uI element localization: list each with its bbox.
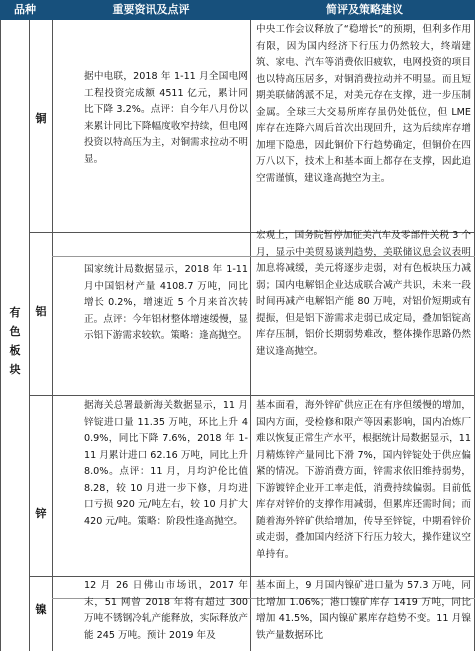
metal-name-copper: 铜 bbox=[35, 112, 47, 125]
news-nickel: 12 月 26 日佛山市场讯，2017 年末，51 网曾 2018 年将有超过 300 万吨不锈钢冷轧产能释放，实际释放产能 245 万吨。预计 2019 年及 bbox=[84, 580, 248, 641]
comment-zinc: 基本面看，海外锌矿供应正在有序但缓慢的增加，国内方面，受检修和限产等因素影响，国内冶炼厂难以恢复正常生产水平，根据统计局数据显示，11 月精炼锌产量同比下滑 7%，国内锌锭处于供应偏紧的情况。下游消费方面，锌需求依旧维持弱势，下游镀锌企业开工率走低，消费持续偏弱。目前低库存对锌价的支撑作用减弱，但累库还需时间；而随着海外锌矿供给增加，传导至锌锭，中期看锌价或走弱，叠加国内经济下行压力较大，操作建议空单持有。 bbox=[256, 400, 471, 560]
metal-name-aluminum: 铝 bbox=[35, 305, 47, 318]
header-comment: 简评及策略建议 bbox=[326, 3, 403, 16]
column-divider bbox=[250, 20, 251, 651]
metal-name-zinc: 锌 bbox=[35, 507, 47, 520]
row-divider bbox=[29, 395, 475, 396]
header-news: 重要资讯及点评 bbox=[112, 3, 190, 16]
header-category: 品种 bbox=[14, 3, 36, 16]
category-label: 有色板块 bbox=[9, 306, 21, 376]
comment-aluminum: 宏观上，国务院暂停加征美汽车及零部件关税 3 个月，显示中美贸易谈判趋势，美联储议息会议表明加息将减缓，美元将逐步走弱，对有色板块压力减弱；国内电解铝企业达成联合减产共识，未来一段时间再减产电解铝产能 80 万吨，对铝价短期或有提振，但是铝下游需求走弱已成定局，叠加铝锭高库存压制，铝价长期弱势难改，整体操作思路仍然建议逢高抛空。 bbox=[256, 230, 471, 357]
metal-name-nickel: 镍 bbox=[35, 603, 47, 616]
column-divider bbox=[52, 20, 53, 651]
comment-nickel: 基本面上，9 月国内镍矿进口量为 57.3 万吨，同比增加 1.06%；港口镍矿库存 1419 万吨，同比增加 41.5%，国内镍矿累库存趋势不变。11 月镍铁产量数据环比 bbox=[256, 580, 471, 641]
category-cell bbox=[0, 20, 28, 651]
row-divider bbox=[29, 576, 475, 577]
comment-copper: 中央工作会议释放了“稳增长”的预期，但利多作用有限，因为国内经济下行压力仍然较大，终端建筑、家电、汽车等消费依旧疲软，电网投资的项目也以特高压居多，对铜消费拉动并不明显。而且短期美联储鸽派不足，对美元存在支撑，进一步压制金属。全球三大交易所库存虽仍处低位，但 LME 库存在连降六周后首次出现回升，这为后续库存增加埋下隐患，因此铜价下行趋势确定，但铜价在四万八以下，技术上和基本面上都存在支撑，因此追空需谨慎，建议逢高抛空为主。 bbox=[256, 24, 471, 184]
news-copper: 据中电联，2018 年 1-11 月全国电网工程投资完成额 4511 亿元，累计同比下降 3.2%。点评：自今年八月份以来累计同比下降幅度收窄持续，但电网投资以特高压为主，对铜需求拉动不明显。 bbox=[84, 71, 248, 165]
table-header bbox=[0, 0, 475, 20]
news-aluminum: 国家统计局数据显示，2018 年 1-11 月中国铝材产量 4108.7 万吨，同比增长 0.2%，增速近 5 个月来首次转正。点评：今年铝材整体增速缓慢，显示铝下游需求较软。策略：逢高抛空。 bbox=[84, 264, 248, 341]
news-zinc: 据海关总署最新海关数据显示，11 月锌锭进口量 11.35 万吨，环比上升 40.9%，同比下降 7.6%，2018 年 1-11 月累计进口 62.16 万吨，同比上升 8.0%。点评：11 月，月均沪伦比值 8.28，较 10 月进一步下修，月均进口亏损 920 元/吨左右，较 10 月扩大 420 元/吨。策略：阶段性逢高抛空。 bbox=[84, 400, 248, 527]
